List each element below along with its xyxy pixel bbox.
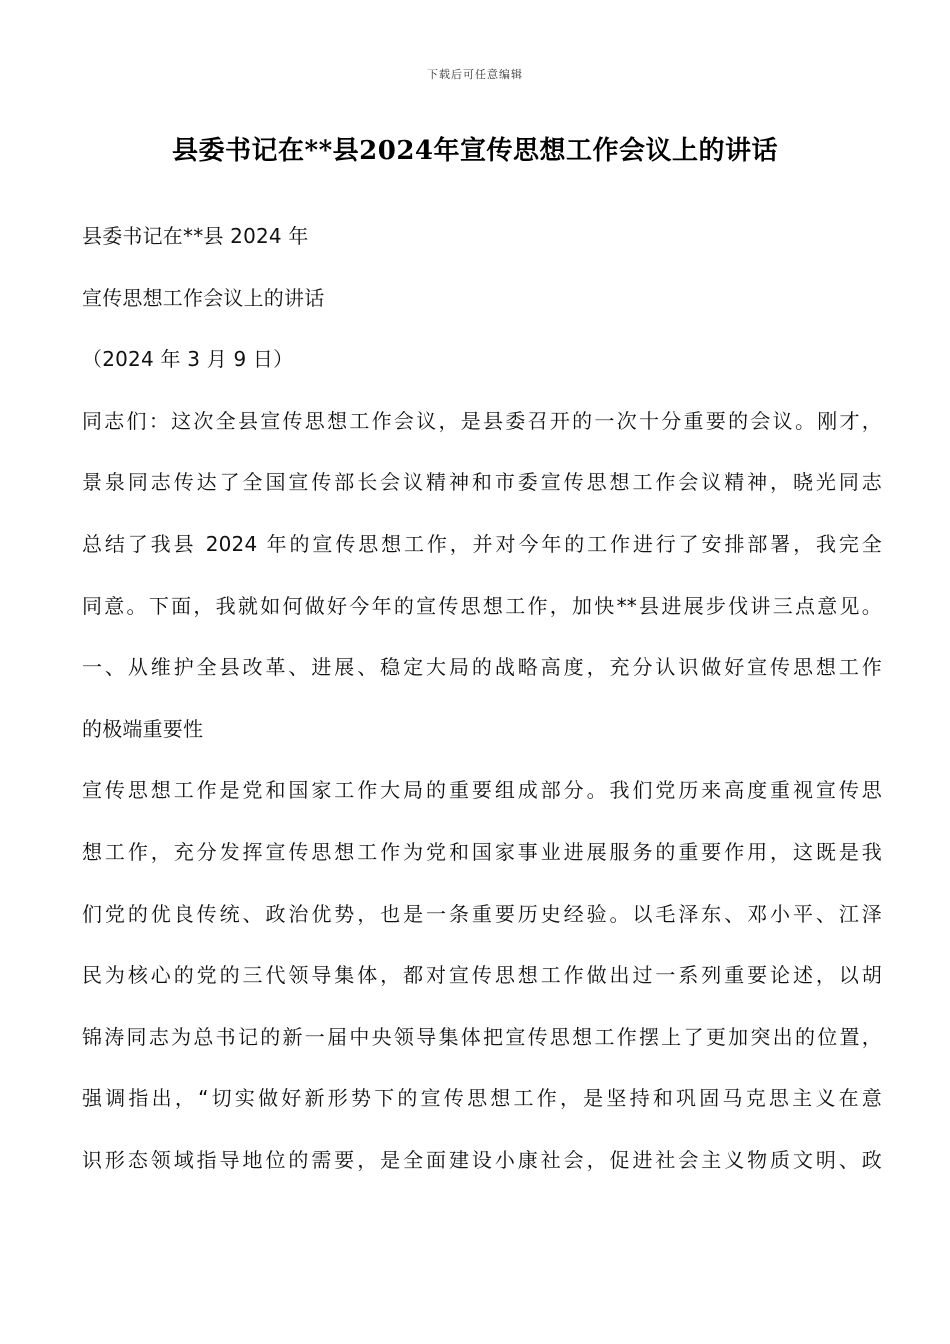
paragraph-line: 民为核心的党的三代领导集体，都对宣传思想工作做出过一系列重要论述，以胡 xyxy=(82,963,882,988)
document-body xyxy=(82,221,882,1207)
paragraph-line: 宣传思想工作是党和国家工作大局的重要组成部分。我们党历来高度重视宣传思 xyxy=(82,778,882,803)
paragraph-line: 锦涛同志为总书记的新一届中央领导集体把宣传思想工作摆上了更加突出的位置， xyxy=(82,1024,882,1049)
section-heading-line: 一、从维护全县改革、进展、稳定大局的战略高度，充分认识做好宣传思想工作 xyxy=(82,655,882,680)
section-heading-line: 的极端重要性 xyxy=(82,716,204,741)
paragraph-line: 们党的优良传统、政治优势，也是一条重要历史经验。以毛泽东、邓小平、江泽 xyxy=(82,901,882,926)
paragraph-line: 同志们：这次全县宣传思想工作会议，是县委召开的一次十分重要的会议。刚才， xyxy=(82,408,882,433)
subtitle-line-1: 县委书记在**县 2024 年 xyxy=(82,224,309,248)
paragraph-line: 总结了我县 2024 年的宣传思想工作，并对今年的工作进行了安排部署，我完全 xyxy=(82,531,882,556)
subtitle-line-2: 宣传思想工作会议上的讲话 xyxy=(82,285,325,310)
date-line: （2024 年 3 月 9 日） xyxy=(82,347,294,372)
paragraph-line: 同意。下面，我就如何做好今年的宣传思想工作，加快**县进展步伐讲三点意见。 xyxy=(82,593,882,618)
paragraph-line: 想工作，充分发挥宣传思想工作为党和国家事业进展服务的重要作用，这既是我 xyxy=(82,839,882,864)
document-title: 县委书记在**县2024年宣传思想工作会议上的讲话 xyxy=(171,136,779,166)
paragraph-line: 景泉同志传达了全国宣传部长会议精神和市委宣传思想工作会议精神，晓光同志 xyxy=(82,470,882,495)
paragraph-line: 识形态领域指导地位的需要，是全面建设小康社会，促进社会主义物质文明、政 xyxy=(82,1147,882,1172)
header-note: 下载后可任意编辑 xyxy=(427,68,523,81)
paragraph-line: 强调指出，“切实做好新形势下的宣传思想工作，是坚持和巩固马克思主义在意 xyxy=(82,1086,882,1111)
